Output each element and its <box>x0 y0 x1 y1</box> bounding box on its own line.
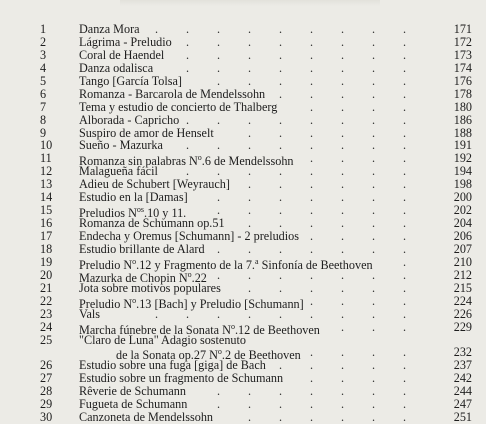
entry-number: 6 <box>40 86 47 101</box>
entry-title <box>79 165 158 177</box>
toc-entry <box>0 36 486 48</box>
entry-number: 17 <box>40 229 53 243</box>
entry-page-number: 192 <box>453 151 472 166</box>
entry-title-line: "Claro de Luna" Adagio sostenuto <box>79 332 247 347</box>
toc-entry <box>0 243 486 255</box>
dot-leader: . <box>403 255 407 268</box>
entry-title-line: Romanza sin palabras $N^o.6$ de Mendelssohn <box>79 153 294 169</box>
entry-title-line: Preludios $N^{os}.10$ y 11. <box>79 205 187 221</box>
entry-number: 19 <box>40 254 53 269</box>
dot-leader: . . . . . <box>279 87 407 100</box>
entry-number: 25 <box>40 332 53 347</box>
dot-leader: . . . . . . . <box>217 397 407 410</box>
toc-entry <box>0 293 486 311</box>
entry-title <box>79 23 140 35</box>
toc-entry <box>0 88 486 100</box>
entry-title-line: Suspiro de amor de Henselt <box>79 125 214 140</box>
entry-number: 8 <box>40 112 47 127</box>
entry-page-number: 224 <box>453 293 472 308</box>
entry-title-line: Marcha fúnebre de la Sonata $N^o.12$ de Beethoven <box>79 321 320 337</box>
dot-leader: . . . . <box>310 346 407 358</box>
entry-page-number: 207 <box>453 241 472 256</box>
dot-leader: . . . . . . . . . <box>155 307 407 320</box>
entry-number: 21 <box>40 280 53 295</box>
entry-page-number: 178 <box>453 86 472 101</box>
entry-page-number: 173 <box>453 47 472 62</box>
entry-title <box>79 62 153 74</box>
entry-page-number: 176 <box>453 73 472 88</box>
dot-leader: . . . . <box>310 371 407 384</box>
entry-page-number: 174 <box>453 60 472 75</box>
entry-number: 29 <box>40 396 53 411</box>
entry-title-line: Danza Mora <box>79 22 140 36</box>
entry-title <box>79 36 172 48</box>
entry-number: 14 <box>40 190 53 205</box>
entry-title-line: Tema y estudio de concierto de Thalberg <box>79 99 278 114</box>
entry-title-line: Coral de Haendel <box>79 47 165 62</box>
entry-title-line: Tango [García Tolsa] <box>79 73 182 88</box>
dot-leader: . . . <box>341 320 407 333</box>
toc-entry <box>0 23 486 35</box>
entry-number: 4 <box>40 60 47 75</box>
entry-title-line: Preludio $N^o.12$ y Fragmento de la 7.$^a$ Sinfonía de Beethoven <box>79 256 373 272</box>
entry-number: 3 <box>40 47 47 62</box>
entry-page-number: 206 <box>453 229 472 243</box>
toc-entry <box>0 127 486 139</box>
toc-entry <box>0 49 486 61</box>
entry-title-line: Estudio en la [Damas] <box>79 190 188 205</box>
dot-leader: . . . . . . . . <box>186 139 407 152</box>
dot-leader: . . . . <box>310 230 407 242</box>
toc-entry <box>0 203 486 221</box>
toc-entry <box>0 230 486 242</box>
top-bleed-through <box>120 0 380 6</box>
entry-page-number: 244 <box>453 383 472 398</box>
entry-title <box>79 191 188 203</box>
entry-page-number: 171 <box>453 22 472 36</box>
dot-leader: . . . . . . . <box>217 268 407 281</box>
dot-leader: . . . . . . . . <box>186 48 407 61</box>
toc-entry <box>0 372 486 384</box>
entry-title <box>79 372 283 384</box>
entry-title <box>79 75 182 87</box>
entry-title-line: Romanza de Schumann op.51 <box>79 216 225 231</box>
dot-leader: . . . . . . <box>248 217 407 230</box>
toc-entry <box>0 165 486 177</box>
entry-number: 2 <box>40 34 47 49</box>
entry-number: 5 <box>40 73 47 88</box>
entry-page-number: 202 <box>453 203 472 218</box>
dot-leader: . . . . . . <box>248 126 407 139</box>
entry-number: 22 <box>40 293 53 308</box>
entry-title-line: Adieu de Schubert [Weyrauch] <box>79 177 230 192</box>
dot-leader: . . . . . . <box>248 410 407 423</box>
toc-entry <box>0 62 486 74</box>
entry-title <box>79 243 205 255</box>
toc-entry <box>0 75 486 87</box>
dot-leader: . . . . . . . . <box>186 61 407 74</box>
toc-entry <box>0 139 486 151</box>
entry-title-line: Fugueta de Schumann <box>79 396 188 411</box>
entry-page-number: 247 <box>453 396 472 411</box>
entry-title <box>79 230 299 242</box>
dot-leader: . . . . . . . <box>217 242 407 255</box>
dot-leader: . . . . . . . . <box>186 113 407 126</box>
entry-number: 20 <box>40 267 53 282</box>
dot-leader: . . . . . . . . . <box>155 23 407 35</box>
toc-entry <box>0 359 486 371</box>
entry-title <box>79 359 266 371</box>
entry-title-line: Jota sobre motivos populares <box>79 280 221 295</box>
toc-entry <box>0 411 486 423</box>
entry-number: 1 <box>40 22 47 36</box>
entry-number: 10 <box>40 138 53 153</box>
entry-page-number: 237 <box>453 357 472 372</box>
entry-page-number: 210 <box>453 254 472 269</box>
entry-number: 28 <box>40 383 53 398</box>
entry-title <box>79 178 230 190</box>
entry-page-number: 229 <box>453 319 472 334</box>
entry-page-number: 212 <box>453 267 472 282</box>
entry-title-line: Sueño - Mazurka <box>79 138 163 153</box>
toc-entry <box>0 385 486 397</box>
toc-entry <box>0 114 486 126</box>
entry-page-number: 251 <box>453 409 472 424</box>
entry-title-line: Estudio brillante de Alard <box>79 241 205 256</box>
toc-entry <box>0 191 486 203</box>
entry-title <box>79 411 213 423</box>
entry-page-number: 226 <box>453 306 472 321</box>
toc-entry <box>0 217 486 229</box>
entry-page-number: 242 <box>453 370 472 385</box>
entry-page-number: 186 <box>453 112 472 127</box>
entry-title-line: Malagueña fácil <box>79 164 158 179</box>
entry-page-number: 215 <box>453 280 472 295</box>
entry-page-number: 180 <box>453 99 472 114</box>
entry-title-line: Preludio $N^o.13$ [Bach] y Preludio [Schumann] <box>79 295 304 311</box>
entry-number: 23 <box>40 306 53 321</box>
entry-title-line: Alborada - Capricho <box>79 112 180 127</box>
entry-title-line: Estudio sobre una fuga [giga] de Bach <box>79 357 266 372</box>
dot-leader: . . . . . <box>279 358 407 371</box>
entry-title-line: Lágrima - Preludio <box>79 34 172 49</box>
entry-title-line: Mazurka de Chopin $N^o.22$ <box>79 269 207 285</box>
entry-title-line: Canzoneta de Mendelssohn <box>79 409 214 424</box>
entry-title-line-2: de la Sonata op.27 $N^o.2$ de Beethoven <box>116 346 301 362</box>
dot-leader: . . . . . . . . <box>186 165 407 178</box>
entry-number: 12 <box>40 164 53 179</box>
dot-leader: . . . . . . . <box>217 191 407 204</box>
entry-title <box>79 308 100 320</box>
entry-number: 13 <box>40 177 53 192</box>
entry-number: 24 <box>40 319 53 334</box>
toc-entry <box>0 101 486 113</box>
entry-page-number: 172 <box>453 34 472 49</box>
dot-leader: . . . . . . <box>248 178 407 191</box>
dot-leader: . . . . . . . <box>217 74 407 87</box>
entry-title-line: Endecha y Oremus [Schumann] - 2 preludios <box>79 229 299 243</box>
entry-title <box>79 282 221 294</box>
entry-title-line: Estudio sobre un fragmento de Schumann <box>79 370 284 385</box>
entry-title <box>79 49 164 61</box>
toc-entry <box>0 282 486 294</box>
dot-leader: . . . . . . <box>248 281 407 294</box>
entry-page-number: 191 <box>453 138 472 153</box>
entry-number: 30 <box>40 409 53 424</box>
entry-number: 11 <box>40 151 52 166</box>
entry-page-number: 232 <box>453 345 472 359</box>
entry-number: 16 <box>40 216 53 231</box>
entry-title-line: Rêverie de Schumann <box>79 383 186 398</box>
entry-page-number: 204 <box>453 216 472 231</box>
toc-entry <box>0 332 486 362</box>
entry-title <box>79 101 277 113</box>
dot-leader: . . . . . . . <box>217 384 407 397</box>
dot-leader: . . . . <box>310 294 407 307</box>
entry-title <box>79 127 214 139</box>
entry-title <box>79 217 225 229</box>
entry-title <box>79 88 265 100</box>
toc-entry <box>0 267 486 285</box>
entry-title <box>79 114 179 126</box>
entry-number: 27 <box>40 370 53 385</box>
toc-list <box>0 23 486 424</box>
entry-title <box>79 385 186 397</box>
entry-number: 9 <box>40 125 47 140</box>
entry-number: 18 <box>40 241 53 256</box>
entry-title-line: Vals <box>79 306 100 321</box>
toc-entry <box>0 178 486 190</box>
entry-number: 15 <box>40 203 53 218</box>
entry-title-line: Romanza - Barcarola de Mendelssohn <box>79 86 266 101</box>
entry-title <box>79 334 301 361</box>
entry-page-number: 198 <box>453 177 472 192</box>
entry-title-line: Danza odalisca <box>79 60 154 75</box>
entry-page-number: 188 <box>453 125 472 140</box>
dot-leader: . . . . . . . . <box>186 35 407 48</box>
dot-leader: . . . . . . . <box>217 204 407 217</box>
toc-entry <box>0 151 486 169</box>
dot-leader: . . . . <box>310 152 407 165</box>
entry-title <box>79 139 163 151</box>
entry-number: 7 <box>40 99 47 114</box>
toc-entry <box>0 308 486 320</box>
entry-page-number: 200 <box>453 190 472 205</box>
entry-number: 26 <box>40 357 53 372</box>
entry-page-number: 194 <box>453 164 472 179</box>
toc-entry <box>0 254 486 272</box>
toc-entry <box>0 319 486 337</box>
dot-leader: . . . . <box>310 100 407 113</box>
